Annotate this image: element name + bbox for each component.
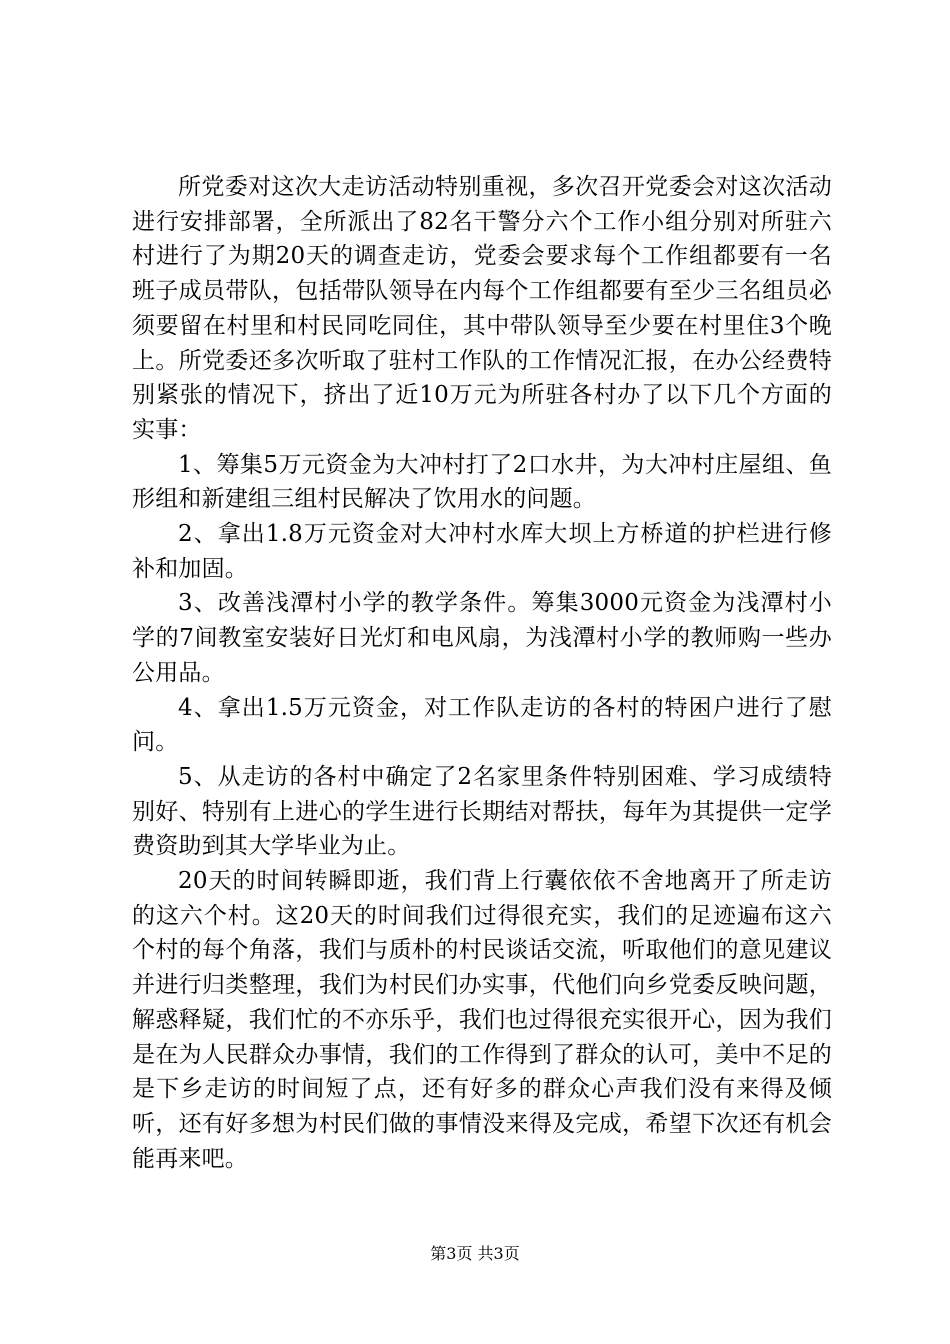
document-body <box>132 170 832 1176</box>
paragraph-item-3: 3、改善浅潭村小学的教学条件。筹集3000元资金为浅潭村小学的7间教室安装好日光灯和电风扇，为浅潭村小学的教师购一些办公用品。 <box>132 590 832 686</box>
paragraph-item-2: 2、拿出1.8万元资金对大冲村水库大坝上方桥道的护栏进行修补和加固。 <box>132 521 832 582</box>
paragraph-item-5: 5、从走访的各村中确定了2名家里条件特别困难、学习成绩特别好、特别有上进心的学生进行长期结对帮扶，每年为其提供一定学费资助到其大学毕业为止。 <box>132 763 832 860</box>
paragraph-item-4: 4、拿出1.5万元资金，对工作队走访的各村的特困户进行了慰问。 <box>132 694 832 756</box>
paragraph-item-1: 1、筹集5万元资金为大冲村打了2口水井，为大冲村庄屋组、鱼形组和新建组三组村民解决了饮用水的问题。 <box>132 451 832 513</box>
page-number-footer: 第3页 共3页 <box>430 1244 520 1263</box>
paragraph-conclusion: 20天的时间转瞬即逝，我们背上行囊依依不舍地离开了所走访的这六个村。这20天的时间我们过得很充实，我们的足迹遍布这六个村的每个角落，我们与质朴的村民谈话交流，听取他们的意见建议并进行归类整理，我们为村民们办实事，代他们向乡党委反映问题，解惑释疑，我们忙的不亦乐乎，我们也过得很充实很开心，因为我们是在为人民群众办事情，我们的工作得到了群众的认可，美中不足的是下乡走访的时间短了点，还有好多的群众心声我们没有来得及倾听，还有好多想为村民们做的事情没来得及完成，希望下次还有机会能再来吧。 <box>132 868 832 1172</box>
paragraph-intro: 所党委对这次大走访活动特别重视，多次召开党委会对这次活动进行安排部署，全所派出了82名干警分六个工作小组分别对所驻六村进行了为期20天的调查走访，党委会要求每个工作组都要有一名班子成员带队，包括带队领导在内每个工作组都要有至少三名组员必须要留在村里和村民同吃同住，其中带队领导至少要在村里住3个晚上。所党委还多次听取了驻村工作队的工作情况汇报，在办公经费特别紧张的情况下，挤出了近10万元为所驻各村办了以下几个方面的实事： <box>132 174 832 443</box>
